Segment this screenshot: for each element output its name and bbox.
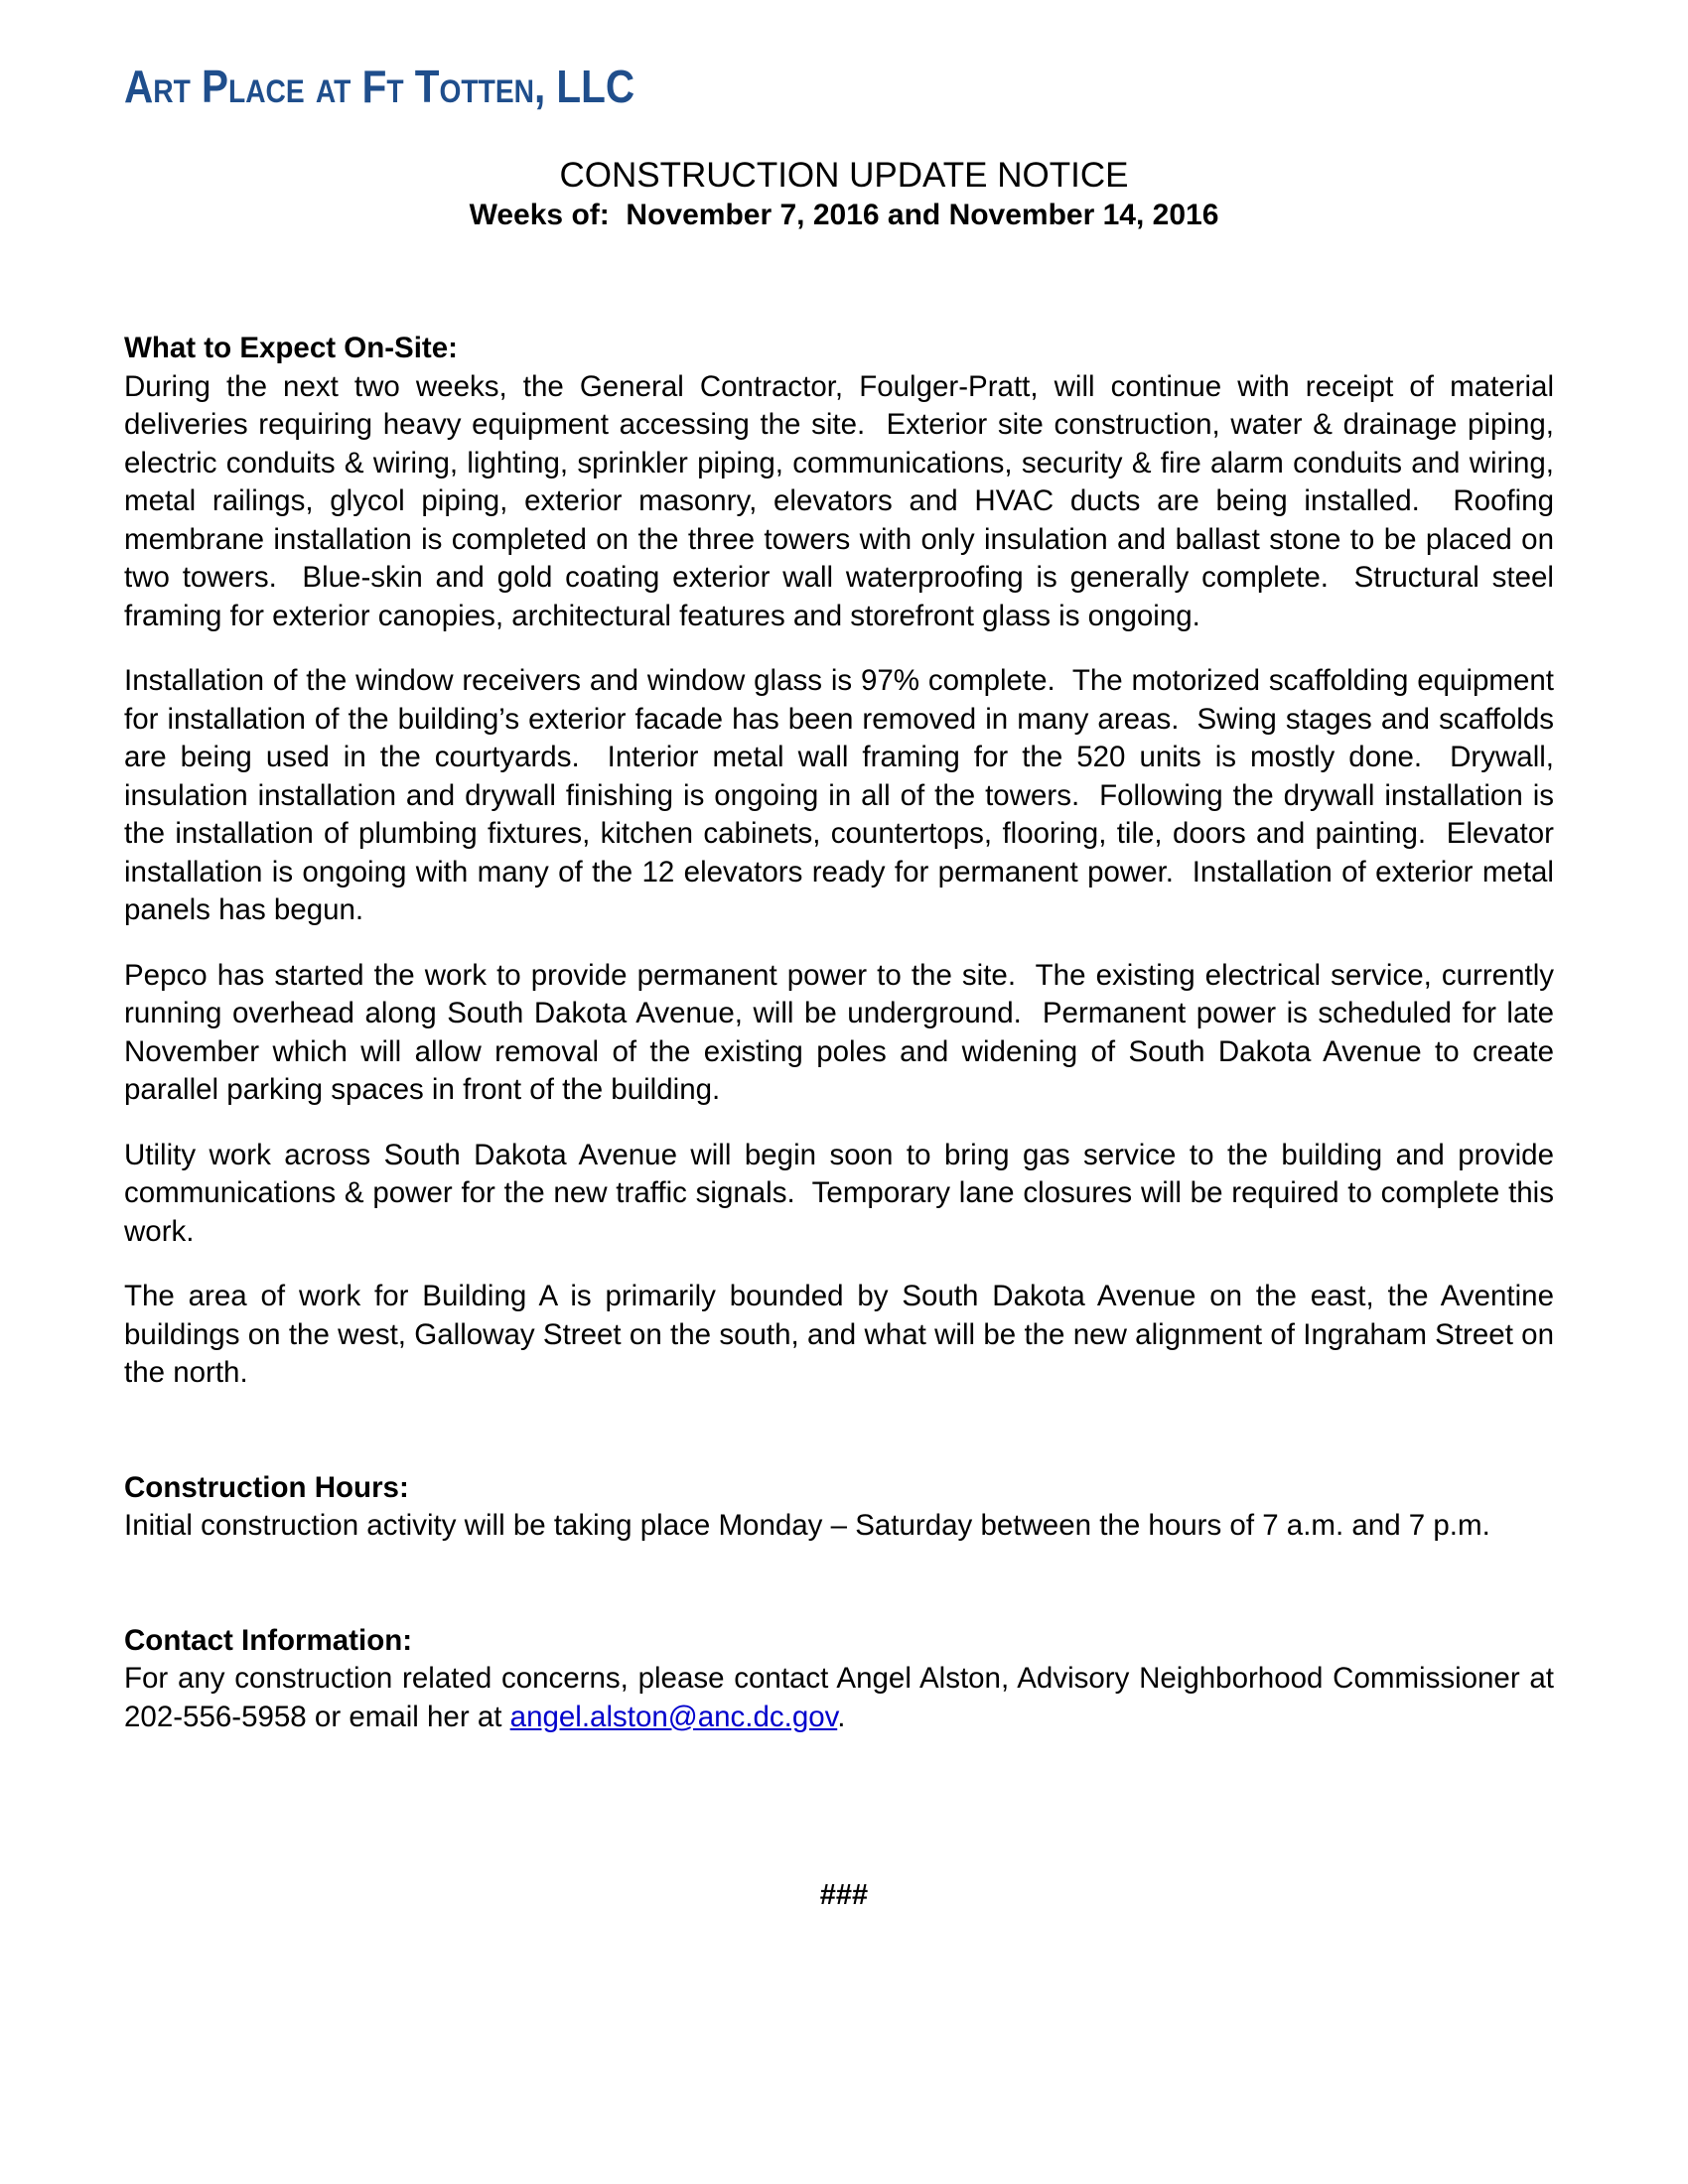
contact-text: For any construction related concerns, please contact Angel Alston, Advisory Neighborhood Commissioner at 202-556-5958 or email her at [124, 1662, 1563, 1733]
paragraph-window-installation: Installation of the window receivers and window glass is 97% complete. The motorized scaffolding equipment for installation of the building’s exterior facade has been removed in many areas. Swing stages and scaffolds are being used in the courtyards. Interior metal wall framing for the 520 units is mostly done. Drywall, insulation installation and drywall finishing is ongoing in all of the towers. Following the drywall installation is the installation of plumbing fixtures, kitchen cabinets, countertops, flooring, tile, doors and painting. Elevator installation is ongoing with many of the 12 elevators ready for permanent power. Installation of exterior metal panels has begun. [124, 664, 1563, 926]
spacer [124, 1546, 1554, 1622]
section-construction-hours [124, 1469, 1554, 1546]
paragraph-work-area: The area of work for Building A is primarily bounded by South Dakota Avenue on the east, the Aventine buildings on the west, Galloway Street on the south, and what will be the new alignment of Ingraham Street on the north. [124, 1280, 1563, 1389]
paragraph-contact [124, 1660, 1563, 1736]
notice-body [124, 330, 1563, 1736]
section-heading-contact-information: Contact Information: [124, 1623, 413, 1657]
paragraph-utility-work: Utility work across South Dakota Avenue will begin soon to bring gas service to the building and provide communications & power for the new traffic signals. Temporary lane closures will be required to complete this work. [124, 1138, 1563, 1248]
spacer [124, 1393, 1554, 1469]
paragraph-pepco-power: Pepco has started the work to provide permanent power to the site. The existing electrical service, currently running overhead along South Dakota Avenue, will be underground. Permanent power is scheduled for late November which will allow removal of the existing poles and widening of South Dakota Avenue to create parallel parking spaces in front of the building. [124, 958, 1563, 1106]
end-of-document-mark: ### [819, 1879, 869, 1911]
paragraph-construction-hours: Initial construction activity will be taking place Monday – Saturday between the hours of 7 a.m. and 7 p.m. [124, 1509, 1490, 1542]
paragraph-site-work: During the next two weeks, the General Contractor, Foulger-Pratt, will continue with receipt of material deliveries requiring heavy equipment accessing the site. Exterior site construction, water & drainage piping, electric conduits & wiring, lighting, sprinkler piping, communications, security & fire alarm conduits and wiring, metal railings, glycol piping, exterior masonry, elevators and HVAC ducts are being installed. Roofing membrane installation is completed on the three towers with only insulation and ballast stone to be placed on two towers. Blue-skin and gold coating exterior wall waterproofing is generally complete. Structural steel framing for exterior canopies, architectural features and storefront glass is ongoing. [124, 369, 1563, 632]
section-contact-information [124, 1622, 1563, 1737]
contact-text-end: . [837, 1700, 846, 1733]
section-heading-what-to-expect: What to Expect On-Site: [124, 332, 458, 364]
email-link[interactable]: angel.alston@anc.dc.gov [509, 1700, 838, 1733]
notice-title: CONSTRUCTION UPDATE NOTICE [559, 156, 1129, 195]
section-heading-construction-hours: Construction Hours: [124, 1470, 409, 1504]
section-what-to-expect [124, 330, 1563, 1393]
notice-subtitle: Weeks of: November 7, 2016 and November 14, 2016 [469, 199, 1219, 231]
company-name: Art Place at Ft Totten, LLC [124, 61, 635, 112]
